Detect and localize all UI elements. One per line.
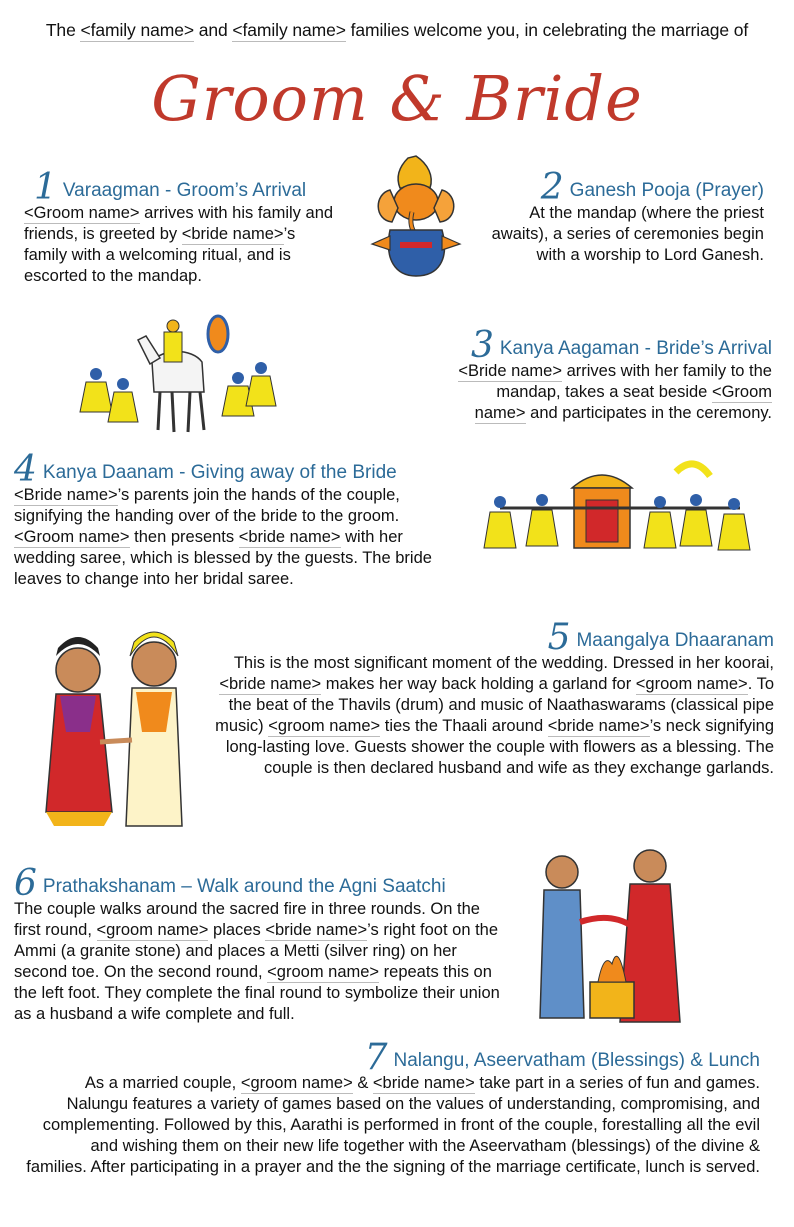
body-text: arrives with her family to the mandap, takes a seat beside — [496, 362, 772, 401]
body-text: with her wedding saree, which is blessed by the guests. The bride leaves to change into her bridal saree. — [14, 528, 432, 588]
agni-fire-illustration — [520, 842, 690, 1028]
section-1 — [24, 167, 336, 287]
page-title: Groom & Bride — [151, 62, 643, 135]
name-placeholder[interactable]: <groom name> — [96, 921, 209, 939]
name-placeholder[interactable]: <bride name> — [238, 528, 341, 546]
section-1-heading: 1 Varaagman - Groom’s Arrival — [34, 167, 307, 208]
family-name-placeholder-2[interactable]: <family name> — [232, 20, 346, 40]
body-text: places — [208, 921, 266, 939]
body-text: ties the Thaali around — [380, 717, 548, 735]
name-placeholder[interactable]: <bride name> — [219, 675, 322, 693]
name-placeholder[interactable]: <Groom name> — [14, 528, 130, 546]
bride-groom-illustration — [36, 612, 206, 838]
body-text: repeats this on the left foot. They complete the final round to symbolize their union as a husband a wife complete and full. — [14, 963, 500, 1023]
name-placeholder[interactable]: <Bride name> — [458, 362, 562, 380]
section-3-heading: 3 Kanya Aagaman - Bride’s Arrival — [470, 325, 772, 366]
name-placeholder[interactable]: <Bride name> — [14, 486, 118, 504]
section-3 — [450, 325, 772, 424]
section-2-body — [470, 203, 764, 266]
body-text: makes her way back holding a garland for — [321, 675, 636, 693]
intro-line: The <family name> and <family name> families welcome you, in celebrating the marriage of — [45, 20, 749, 40]
body-text: take part in a series of fun and games. Nalungu features a variety of games based on the values of understanding, compromising, and complementing. Followed by this, Aarathi is performed in front of the couple, forestalling all the evil and wishing them on their new life together with the Aseervatham (blessings) of the divine & families. After participating in a prayer and the the signing of the marriage certificate, lunch is served. — [26, 1074, 760, 1176]
name-placeholder[interactable]: <bride name> — [547, 717, 650, 735]
section-2-heading: 2 Ganesh Pooja (Prayer) — [540, 167, 764, 208]
family-name-placeholder-1[interactable]: <family name> — [80, 20, 194, 40]
name-placeholder[interactable]: <groom name> — [635, 675, 748, 693]
section-6-heading: 6 Prathakshanam – Walk around the Agni Saatchi — [14, 863, 446, 904]
section-7-heading: 7 Nalangu, Aseervatham (Blessings) & Lunch — [364, 1037, 760, 1078]
section-7-body — [26, 1073, 760, 1178]
section-6 — [14, 863, 506, 1025]
body-text: arrives with his family and friends, is greeted by — [24, 204, 334, 243]
palanquin-illustration — [480, 452, 770, 582]
section-5 — [206, 617, 774, 779]
section-4-body — [14, 485, 444, 590]
body-text: ’s family with a welcoming ritual, and is escorted to the mandap. — [24, 225, 296, 285]
body-text: ’s right foot on the Ammi (a granite stone) and places a Metti (silver ring) on her second toe. On the second round, — [14, 921, 499, 981]
section-7 — [26, 1037, 760, 1178]
body-text: At the mandap (where the priest awaits), a series of ceremonies begin with a worship to Lord Ganesh. — [491, 204, 764, 264]
ganesh-illustration — [360, 150, 472, 280]
section-2 — [470, 167, 764, 266]
section-5-body — [206, 653, 774, 779]
name-placeholder[interactable]: <bride name> — [265, 921, 368, 939]
body-text: and participates in the ceremony. — [525, 404, 772, 422]
name-placeholder[interactable]: <groom name> — [240, 1074, 353, 1092]
body-text: As a married couple, — [84, 1074, 241, 1092]
section-4 — [14, 449, 444, 590]
section-6-body — [14, 899, 506, 1025]
name-placeholder[interactable]: <groom name> — [268, 717, 381, 735]
section-5-heading: 5 Maangalya Dhaaranam — [547, 617, 774, 658]
body-text: This is the most significant moment of the wedding. Dressed in her koorai, — [233, 654, 774, 672]
body-text: ’s parents join the hands of the couple, signifying the handing over of the bride to the groom. — [14, 486, 400, 525]
body-text: . To the beat of the Thavils (drum) and music of Naathaswarams (classical pipe music) — [215, 675, 774, 735]
section-3-body — [450, 361, 772, 424]
body-text: & — [352, 1074, 373, 1092]
section-1-body — [24, 203, 336, 287]
procession-illustration — [72, 312, 280, 440]
section-4-heading: 4 Kanya Daanam - Giving away of the Bride — [14, 449, 397, 490]
body-text: ’s neck signifying long-lasting love. Guests shower the couple with flowers as a blessing. The couple is then declared husband and wife as they exchange garlands. — [225, 717, 774, 777]
name-placeholder[interactable]: <Groom name> — [474, 383, 772, 422]
name-placeholder[interactable]: <groom name> — [267, 963, 380, 981]
body-text: The couple walks around the sacred fire in three rounds. On the first round, — [14, 900, 480, 939]
name-placeholder[interactable]: <bride name> — [372, 1074, 475, 1092]
name-placeholder[interactable]: <bride name> — [181, 225, 284, 243]
body-text: then presents — [129, 528, 239, 546]
name-placeholder[interactable]: <Groom name> — [24, 204, 140, 222]
